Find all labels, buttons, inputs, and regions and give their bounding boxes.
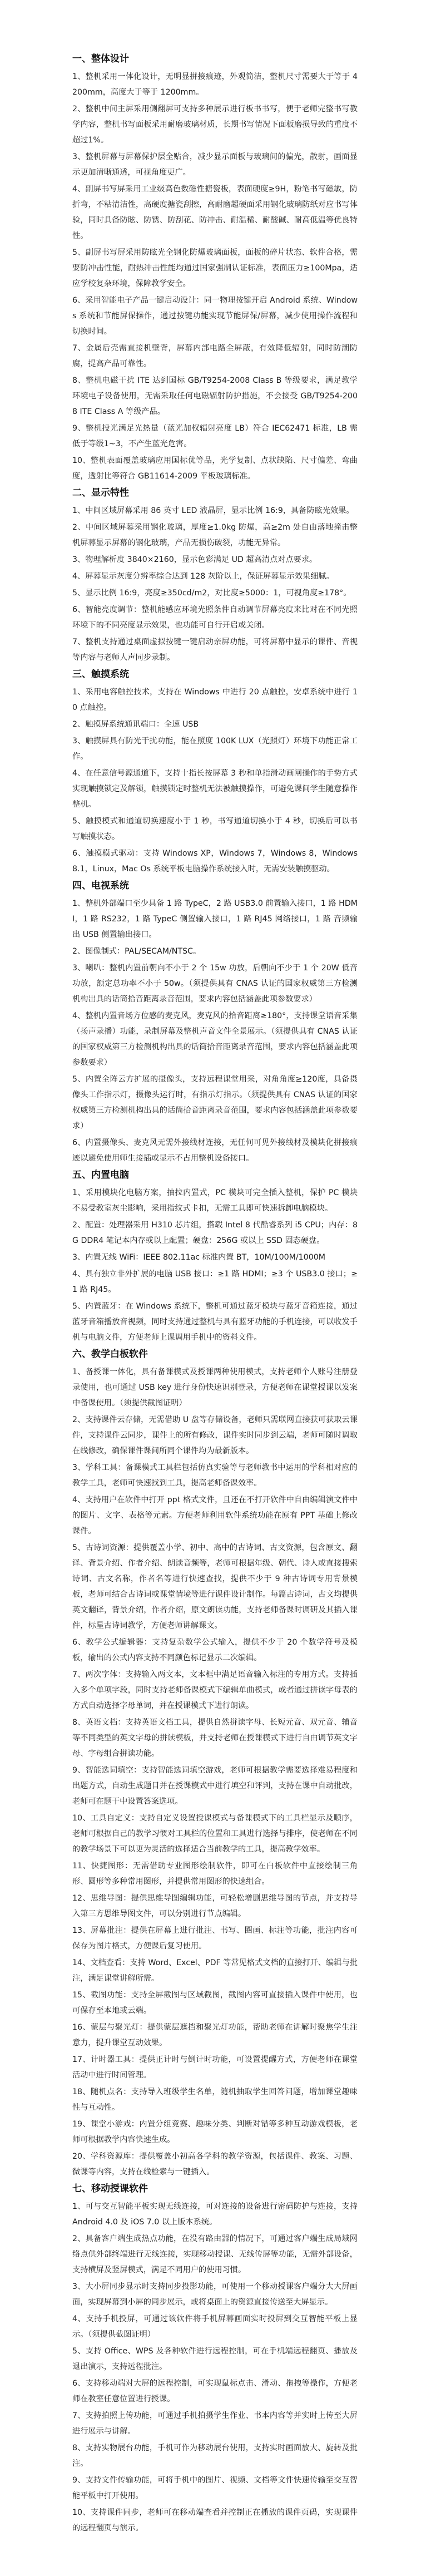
section-title: 六、教学白板软件 [72, 1349, 148, 1360]
spec-item: 4、副屏书写屏采用工业级高色数磁性搪瓷板，表面硬度≥9H，粉笔书写磁敏，防折弯，不粘清洁性，高硬度搪瓷刮擦，高耐磨超硬面采用钢化玻璃防纸对应书写体验，同时具备防眩、防锈、防刮花、防冲击、耐温稀、耐酸碱、耐高低温等优良特性。 [72, 185, 358, 240]
spec-item: 15、截图功能：支持全屏截图与区域截图，截图内容可直接插入课件中使用，也可保存至本地或云端。 [72, 1991, 358, 2015]
section-title: 五、内置电脑 [72, 1169, 129, 1181]
section [72, 1346, 358, 2180]
spec-item: 2、配置：处理器采用 H310 芯片组，搭载 Intel 8 代酷睿系列 i5 CPU；内存：8G DDR4 笔记本内存或以上配置；硬盘：256G 或以上 SSD 固态硬盘。 [72, 1221, 358, 1245]
spec-item: 1、整机采用一体化设计，无明显拼接痕迹，外观简洁，整机尺寸需要大于等于 4200mm，高度大于等于 1200mm。 [72, 72, 358, 97]
section-title: 七、移动授课软件 [72, 2183, 148, 2194]
spec-item: 5、内置蓝牙：在 Windows 系统下，整机可通过蓝牙模块与蓝牙音箱连接，通过蓝牙音箱播放音视频，同时支持通过整机与具有蓝牙功能的手机连接，可以收发手机与电脑文件，方便老师上课调用手机中的资料文件。 [72, 1302, 358, 1342]
spec-item: 9、整机投光满足光热量（蓝光加权辐射亮度 LB）符合 IEC62471 标准，LB 需低于等级1~3，不产生蓝光危害。 [72, 424, 358, 448]
spec-item: 5、显示比例 16:9，亮度≥350cd/m2，对比度≥5000：1，可视角度≥178°。 [72, 589, 351, 598]
spec-item: 18、随机点名：支持导入班级学生名单，随机抽取学生回答问题，增加课堂趣味性与互动性。 [72, 2088, 358, 2112]
spec-item: 1、采用模块化电脑方案，抽拉内置式，PC 模块可完全插入整机，保护 PC 模块不易受教室灰尘影响，采用指纹式卡扣，无需工具即可快速拆卸电脑模块。 [72, 1188, 358, 1213]
section [72, 1167, 358, 1345]
spec-item: 3、学科工具：备课模式工具栏包括仿真实验等与老师教书中运用的学科相对应的教学工具，老师可快速找到工具，提高老师备课效率。 [72, 1463, 358, 1488]
section-title: 二、显示特性 [72, 487, 129, 499]
spec-item: 20、学科资源库：提供覆盖小初高各学科的教学资源，包括课件、教案、习题、微课等内容，支持在线检索与一键插入。 [72, 2152, 358, 2177]
spec-item: 16、蒙层与聚光灯：提供蒙层遮挡和聚光灯功能，帮助老师在讲解时聚焦学生注意力，提升课堂互动效果。 [72, 2023, 358, 2047]
spec-item: 4、整机内置音场方位感的麦克风，麦克风的拾音距离≥180°，支持课堂语音采集（扬声录播）功能，录制屏幕及整机声音文件全景展示。（须提供具有 CNAS 认证的国家权威第三方检测机构出具的话筒拾音距离录音范围，要求内容包括涵盖此项参数要求） [72, 1011, 358, 1067]
spec-item: 5、支持 Office、WPS 及各种软件进行远程控制，可在手机端远程翻页、播放及退出演示，支持远程批注。 [72, 2347, 358, 2371]
spec-item: 1、采用电容触控技术，支持在 Windows 中进行 20 点触控，安卓系统中进行 10 点触控。 [72, 688, 358, 712]
spec-item: 3、触摸屏具有防光干扰功能，能在照度 100K LUX（光照灯）环境下功能正常工作。 [72, 737, 358, 761]
section [72, 2181, 358, 2536]
spec-item: 7、两次字体：支持输入两文本，文本框中满足语音输入标注的专用方式。支持插入多个单项字段，同时支持老师备课模式下编辑单曲模式，或者通过拼读字母表的方式自动选择字母单词，并在授课模式下进行朗读。 [72, 1670, 358, 1710]
spec-item: 11、快捷图形：无需借助专业图形绘制软件，即可在白板软件中直接绘制三角形、圆形等多种常用图形，并提供常用图形的快速组合。 [72, 1862, 358, 1886]
spec-item: 14、文档查看：支持 Word、Excel、PDF 等常见格式文档的直接打开、编辑与批注，满足课堂讲解所需。 [72, 1958, 358, 1983]
spec-item: 7、支持拍照上传功能，可通过手机拍摄学生作业、书本内容等并实时上传至大屏进行展示与讲解。 [72, 2411, 358, 2436]
spec-item: 8、整机电磁干扰 ITE 达到国标 GB/T9254-2008 Class B 等级要求，满足教学环境电子设备使用，无需采取任何电磁辐射防护措施，不会接受 GB/T9254-2008 ITE Class A 等级产品。 [72, 376, 358, 416]
spec-item: 9、智能选词填空：支持智能选词填空游戏，老师可根据教学需要选择难易程度和出题方式，自动生成题目并在授课模式中进行填空和评判，支持在课中自动批改，老师可在题干中设置答案选项。 [72, 1766, 358, 1806]
spec-item: 2、触摸屏系统通讯端口：全速 USB [72, 720, 199, 729]
spec-item: 4、支持用户在软件中打开 ppt 格式文件，且还在不打开软件中自由编辑演文件中的图片、文字、表格等元素。方便老师利用软件系统功能在原有 PPT 基础上修改课件。 [72, 1496, 358, 1536]
spec-item: 1、备授课一体化，具有备课模式及授课两种使用模式，支持老师个人账号注册登录使用，也可通过 USB key 进行身份快速识别登录，方便老师在课堂授课以发案中备课使用。（须提供截图证明） [72, 1368, 358, 1408]
spec-item: 2、整机中间主屏采用侧翻屏可支持多种展示进行板书书写，便于老师完整书写教学内容，整机书写面板采用耐磨玻璃材质，长期书写情况下面板磨损导致的重度不超过1%。 [72, 105, 358, 145]
spec-item: 19、课堂小游戏：内置分组竞赛、趣味分类、判断对错等多种互动游戏模板，老师可根据教学内容快速生成。 [72, 2120, 358, 2144]
section [72, 485, 358, 665]
spec-item: 6、智能亮度调节：整机能感应环境光照条件自动调节屏幕亮度来比对在不同光照环境下的不同亮度显示效果，也功能可自行开启或关闭。 [72, 605, 358, 630]
spec-item: 5、副屏书写屏采用防眩光全钢化防爆玻璃面板，面板的碎片状态、软件合格，需要防冲击性能，耐热冲击性能均通过国家强制认证标准，表面压力≥100Mpa，适应学校复杂环境，保障教学安全。 [72, 248, 358, 288]
spec-item: 7、整机支持通过桌面虚拟按键一键启动亲屏功能，可将屏幕中显示的课件、音视等内容与老师人声同步录制。 [72, 638, 358, 662]
spec-item: 5、触摸模式和通道切换速度小于 1 秒，书写通道切换小于 4 秒，切换后可以书写触摸状态。 [72, 817, 358, 841]
spec-item: 3、大小屏同步显示时支持同步投影功能，可使用一个移动授课客户端分大大屏画面，实现屏幕到小屏的同步展示，或将桌面上的资源直接传送至大屏显示。 [72, 2282, 358, 2307]
section-title: 四、电视系统 [72, 880, 129, 891]
spec-item: 13、屏幕批注：提供在屏幕上进行批注、书写、圈画、标注等功能，批注内容可保存为图片格式，方便课后复习使用。 [72, 1926, 358, 1951]
spec-item: 5、古诗词资源：提供覆盖小学、初中、高中的古诗词、古文资源，包含原文、翻译、背景介绍、作者介绍、朗读音频等，老师可根据年级、朝代、诗人或直接搜索诗词、古文名称，作者名等进行快速查找，提供不少于 9 种古诗词专用背景模板，老师可结合古诗词或课堂情境等进行课件设计制作。每篇古诗词，古文均提供英文翻译，背景介绍，作者介绍，原文朗读功能，支持老师备课时调研及其插入课件，标星古诗词教学，方便老师讲解课文。 [72, 1543, 358, 1630]
spec-item: 8、英语文档：支持英语文档工具，提供自然拼读字母、长短元音、双元音、辅音等不同类型的英文字母的拼读模板，并支持老师在授课模式下进行自由调节英文字母、字母组合拼读功能。 [72, 1718, 358, 1758]
spec-item: 10、支持课件同步，老师可在移动端查看并控制正在播放的课件页码，实现课件的远程翻页与演示。 [72, 2508, 358, 2533]
spec-item: 6、触摸模式驱动：支持 Windows XP，Windows 7，Windows 8，Windows 8.1，Linux，Mac Os 系统平板电脑操作系统接入时，无需安装触摸驱动。 [72, 849, 358, 874]
spec-item: 6、内置摄像头、麦克风无需外接线材连接，无任何可见外接线材及模块化拼接痕迹以避免使用师生接插或显示不占用整机设备接口。 [72, 1138, 358, 1163]
spec-item: 2、具备客户端生成热点功能，在没有路由器的情况下，可通过客户端生成局域网络点供外部终端进行无线连接，实现移动授课、无线传屏等功能，无需外部设备，支持横屏及竖屏模式，满足不同用户的使用习惯。 [72, 2234, 358, 2274]
section-title: 一、整体设计 [72, 53, 129, 65]
spec-item: 10、工具自定义：支持自定义设置授课模式与备课模式下的工具栏显示及顺序，老师可根据自己的教学习惯对工具栏的位置和工具进行选择与排序，使老师在不同的教学场景下可以更为灵活的选择适合当前教学的工具，提高教学效率。 [72, 1814, 358, 1854]
spec-item: 3、内置无线 WiFi：IEEE 802.11ac 标准内置 BT，10M/100M/1000M [72, 1253, 325, 1262]
spec-item: 9、支持文件传输功能，可将手机中的图片、视频、文档等文件快速传输至交互智能平板中打开使用。 [72, 2476, 358, 2500]
spec-item: 1、整机外部端口至少具备 1 路 TypeC，2 路 USB3.0 前置输入接口，1 路 HDMI，1 路 RS232，1 路 TypeC 侧置输入接口，1 路 RJ45 网络接口，1 路 音频输出 USB 侧置输出接口。 [72, 899, 358, 939]
spec-item: 4、支持手机投屏，可通过该软件将手机屏幕画面实时投屏到交互智能平板上显示。（须提供截图证明） [72, 2315, 358, 2339]
spec-item: 2、中间区域屏幕采用钢化玻璃，厚度≥1.0kg 防爆，高≥2m 处自由落地撞击整机屏幕显示屏幕的钢化玻璃，产品无损伤破裂，功能无异常。 [72, 523, 358, 547]
section [72, 667, 358, 877]
spec-item: 3、物理解析度 3840×2160，显示色彩满足 UD 超高清点对点要求。 [72, 555, 318, 564]
spec-item: 7、金属后壳需直接机壁背，屏幕内部电路全屏蔽，有效降低辐射，同时防潮防腐，提高产品可靠性。 [72, 344, 358, 368]
spec-item: 4、在任意信号源通道下，支持十指长按屏幕 3 秒和单指滑动画闸操作的手势方式实现触摸锁定及解锁，触摸锁定时整机无法被触摸操作，可避免课间学生随意操作整机。 [72, 769, 358, 809]
spec-item: 5、内置全阵云方扩展的摄像头，支持远程课堂用采，对角角度≥120度，具备摄像头工作指示灯，摄像头运行时，有指示灯指示。（须提供具有 CNAS 认证的国家权威第三方检测机构出具的话筒拾音距离录音范围，要求内容包括涵盖此项参数要求） [72, 1075, 358, 1131]
spec-item: 4、屏幕显示灰度分辨率综合达到 128 灰阶以上，保证屏幕显示效果细腻。 [72, 572, 334, 581]
spec-item: 2、支持课件云存储，无需借助 U 盘等存储设备，老师只需联网直接获可获取云课件，支持课件云同步，课件上的所有修改，课件实时同步到云端，老师可随时调取在线修改，确保课件课间所同个课件均为最新版本。 [72, 1415, 358, 1455]
spec-item: 10、整机表面覆盖玻璃应用国标优等品，光学复制、点状缺陷、尺寸偏差、弯曲度，透射比等符合 GB11614-2009 平板玻璃标准。 [72, 456, 358, 481]
spec-item: 2、图像制式：PAL/SECAM/NTSC。 [72, 947, 201, 956]
section [72, 51, 358, 484]
section-title: 三、触摸系统 [72, 669, 129, 680]
spec-item: 1、可与交互智能平板实现无线连接，可对连接的设备进行密码防护与连接，支持 Android 4.0 及 iOS 7.0 以上版本系统。 [72, 2202, 358, 2227]
spec-item: 4、具有独立非外扩展的电脑 USB 接口：≥1 路 HDMI；≥3 个 USB3.0 接口；≥1 路 RJ45。 [72, 1270, 358, 1294]
spec-item: 17、计时器工具：提供正计时与倒计时功能，可设置提醒方式，方便老师在课堂活动中进行时间管理。 [72, 2055, 358, 2080]
spec-item: 12、思维导图：提供思维导图编辑功能，可轻松增删思维导图的节点，并支持导入第三方思维导图文件，可以分别进行节点编辑。 [72, 1894, 358, 1918]
spec-item: 1、中间区域屏幕采用 86 英寸 LED 液晶屏，显示比例 16:9，具备防眩光效果。 [72, 506, 354, 515]
spec-item: 3、喇叭：整机内置前朝向不小于 2 个 15w 功放，后朝向不少于 1 个 20W 低音功放，额定总功率不小于 50w。（须提供具有 CNAS 认证的国家权威第三方检测机构出具的话筒拾音距离录音范围，要求内容包括涵盖此项参数要求） [72, 964, 358, 1004]
spec-item: 8、支持实物展台功能，手机可作为移动展台使用，支持实时画面放大、旋转及批注。 [72, 2444, 358, 2468]
spec-item: 3、整机屏幕与屏幕保护层全贴合，减少显示面板与玻璃间的偏光，散射，画面显示更加清晰通透，可视角度更广。 [72, 152, 358, 177]
section [72, 878, 358, 1166]
spec-item: 6、支持移动端对大屏的远程控制，可实现鼠标点击、滑动、拖拽等操作，方便老师在教室任意位置进行授课。 [72, 2379, 358, 2404]
spec-item: 6、教学公式编辑器：支持复杂数学公式输入，提供不少于 20 个数学符号及模板，输出的公式内容支持不同颜色标记显示二次编辑。 [72, 1638, 358, 1662]
spec-item: 6、采用智能电子产品一键启动设计：同一物理按键开启 Android 系统、Windows 系统和节能屏保操作，通过按键功能实现节能屏保/屏幕，减少使用操作流程和切换时间。 [72, 296, 358, 336]
